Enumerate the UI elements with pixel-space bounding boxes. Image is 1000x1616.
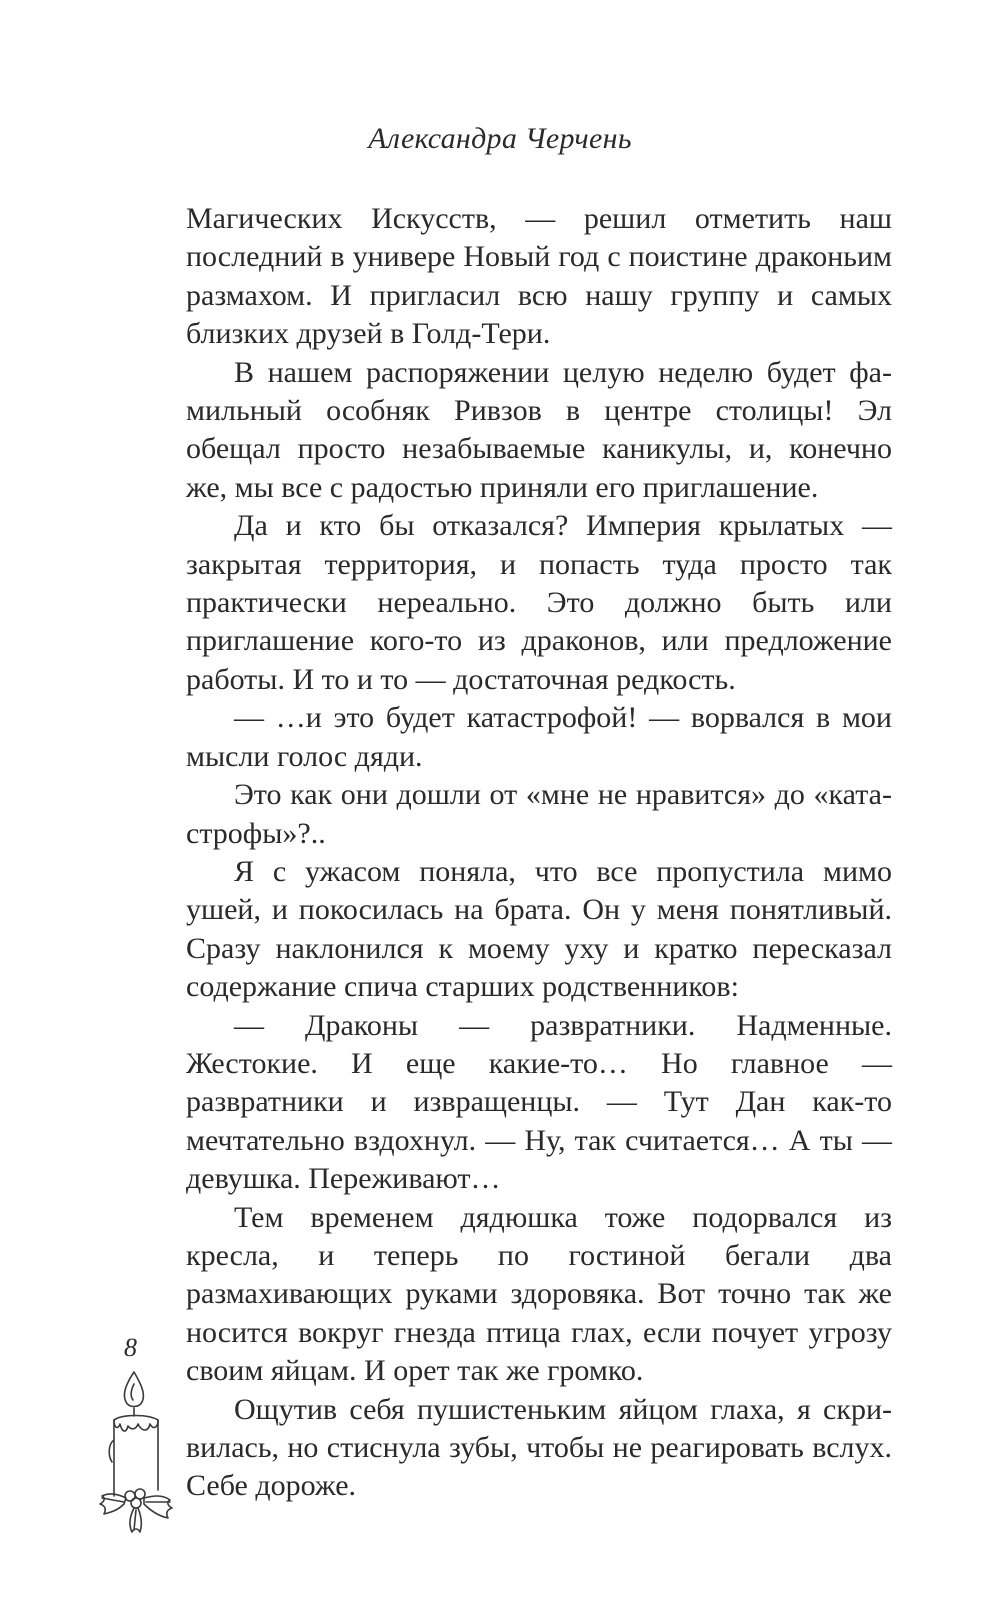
paragraph: — …и это будет катастрофой! — ворвался в мои мысли голос дяди. [186, 701, 892, 773]
paragraph: Я с ужасом поняла, что все пропустила мимо ушей, и покосилась на брата. Он у меня понятливый. Сразу наклонился к моему уху и кратко пересказал содержание спича старших родственников: [186, 854, 892, 1004]
paragraph: В нашем распоряжении целую неделю будет фамильный особняк Ривзов в центре столицы! Эл обещал просто незабываемые каникулы, и, конечно же, мы все с радостью приняли его приглашение. [186, 355, 892, 504]
paragraph: Ощутив себя пушистеньким яйцом глаха, я скривилась, но стиснула зубы, чтобы не реагировать вслух. Себе дороже. [186, 1392, 892, 1503]
paragraph: Тем временем дядюшка тоже подорвался из кресла, и теперь по гостиной бегали два размахивающих руками здоровяка. Вот точно так же носится вокруг гнезда птица глах, если почует угрозу своим яйцам. И орет так же громко. [186, 1200, 892, 1388]
page-number: 8 [124, 1333, 137, 1362]
candle-holly-icon [96, 1370, 186, 1540]
paragraph: Да и кто бы отказался? Империя крылатых — закрытая территория, и попасть туда просто так практически нереально. Это должно быть или приглашение кого-то из драконов, или предложение работы. И то и то — достаточная редкость. [186, 509, 892, 696]
body-text [186, 200, 892, 1506]
paragraph: Это как они дошли от «мне не нравится» до «катастрофы»?.. [186, 778, 892, 850]
running-head-author: Александра Черчень [368, 122, 632, 155]
paragraph: — Драконы — развратники. Надменные. Жестокие. И еще какие-то… Но главное — развратники и извращенцы. — Тут Дан как-то мечтательно вздохнул. — Ну, так считается… А ты — девушка. Переживают… [186, 1008, 892, 1196]
paragraph: Магических Искусств, — решил отметить наш последний в универе Новый год с поистине драконьим размахом. И пригласил всю нашу группу и самых близких друзей в Голд-Тери. [186, 202, 892, 351]
